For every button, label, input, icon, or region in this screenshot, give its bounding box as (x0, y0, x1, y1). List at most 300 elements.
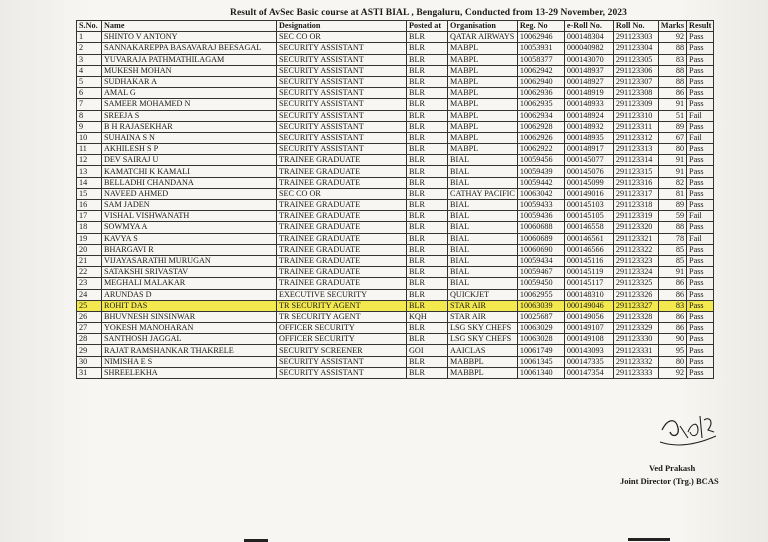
cell-roll-no: 291123332 (613, 356, 658, 367)
cell-posted-at: BLR (407, 233, 448, 244)
cell-sno: 15 (77, 188, 102, 199)
cell-designation: TR SECURITY AGENT (277, 311, 407, 322)
cell-reg-no: 10053931 (517, 43, 564, 54)
cell-marks: 80 (658, 356, 686, 367)
cell-posted-at: BLR (407, 356, 448, 367)
header-sno: S.No. (77, 21, 102, 32)
table-row (77, 88, 714, 99)
table-row (77, 345, 714, 356)
header-organisation: Organisation (448, 21, 518, 32)
table-row (77, 289, 714, 300)
cell-sno: 23 (77, 278, 102, 289)
cell-eroll-no: 000145103 (564, 200, 613, 211)
cell-roll-no: 291123307 (613, 76, 658, 87)
table-row (77, 99, 714, 110)
results-table-body (77, 32, 714, 379)
cell-sno: 11 (77, 144, 102, 155)
cell-organisation: MABPL (448, 132, 518, 143)
cell-sno: 17 (77, 211, 102, 222)
cell-sno: 3 (77, 54, 102, 65)
cell-roll-no: 291123316 (613, 177, 658, 188)
cell-designation: TRAINEE GRADUATE (277, 278, 407, 289)
cell-result: Pass (687, 345, 714, 356)
cell-reg-no: 10059467 (517, 267, 564, 278)
cell-eroll-no: 000147335 (564, 356, 613, 367)
table-header-row (77, 21, 714, 32)
table-row (77, 255, 714, 266)
cell-roll-no: 291123308 (613, 88, 658, 99)
cell-result: Fail (687, 132, 714, 143)
cell-designation: SEC CO OR (277, 188, 407, 199)
cell-designation: OFFICER SECURITY (277, 334, 407, 345)
cell-eroll-no: 000149046 (564, 300, 613, 311)
cell-posted-at: BLR (407, 211, 448, 222)
cell-posted-at: BLR (407, 54, 448, 65)
cell-organisation: BIAL (448, 222, 518, 233)
cell-marks: 89 (658, 121, 686, 132)
cell-designation: TRAINEE GRADUATE (277, 200, 407, 211)
cell-name: AMAL G (102, 88, 277, 99)
cell-designation: TRAINEE GRADUATE (277, 166, 407, 177)
cell-result: Pass (687, 323, 714, 334)
cell-result: Pass (687, 367, 714, 378)
cell-designation: TRAINEE GRADUATE (277, 177, 407, 188)
cell-name: RAJAT RAMSHANKAR THAKRELE (102, 345, 277, 356)
header-eroll-no: e-Roll No. (564, 21, 613, 32)
cell-designation: SECURITY SCREENER (277, 345, 407, 356)
table-row (77, 323, 714, 334)
cell-result: Pass (687, 255, 714, 266)
cell-marks: 86 (658, 311, 686, 322)
cell-sno: 12 (77, 155, 102, 166)
cell-result: Pass (687, 222, 714, 233)
cell-organisation: QUICKJET (448, 289, 518, 300)
cell-organisation: MABPL (448, 99, 518, 110)
cell-posted-at: BLR (407, 155, 448, 166)
cell-result: Pass (687, 32, 714, 43)
cell-name: SUHAINA S N (102, 132, 277, 143)
cell-sno: 26 (77, 311, 102, 322)
cell-result: Pass (687, 144, 714, 155)
cell-result: Pass (687, 65, 714, 76)
cell-posted-at: BLR (407, 200, 448, 211)
cell-posted-at: BLR (407, 76, 448, 87)
cell-roll-no: 291123328 (613, 311, 658, 322)
cell-roll-no: 291123318 (613, 200, 658, 211)
cell-result: Pass (687, 88, 714, 99)
cell-roll-no: 291123326 (613, 289, 658, 300)
cell-result: Pass (687, 76, 714, 87)
cell-name: SOWMYA A (102, 222, 277, 233)
cell-marks: 78 (658, 233, 686, 244)
cell-sno: 1 (77, 32, 102, 43)
cell-organisation: CATHAY PACIFIC (448, 188, 518, 199)
table-row (77, 211, 714, 222)
cell-organisation: MABPL (448, 65, 518, 76)
cell-marks: 86 (658, 289, 686, 300)
cell-roll-no: 291123320 (613, 222, 658, 233)
cell-name: ARUNDAS D (102, 289, 277, 300)
cell-organisation: STAR AIR (448, 300, 518, 311)
cell-name: DEV SAIRAJ U (102, 155, 277, 166)
cell-reg-no: 10063042 (517, 188, 564, 199)
cell-result: Pass (687, 177, 714, 188)
cell-reg-no: 10063039 (517, 300, 564, 311)
cell-marks: 91 (658, 99, 686, 110)
cell-marks: 90 (658, 334, 686, 345)
table-row (77, 54, 714, 65)
cell-reg-no: 10059442 (517, 177, 564, 188)
table-row (77, 155, 714, 166)
cell-reg-no: 10062955 (517, 289, 564, 300)
header-name: Name (102, 21, 277, 32)
cell-reg-no: 10062934 (517, 110, 564, 121)
cell-sno: 9 (77, 121, 102, 132)
cell-sno: 31 (77, 367, 102, 378)
header-reg-no: Reg. No (517, 21, 564, 32)
cell-eroll-no: 000145116 (564, 255, 613, 266)
cell-result: Fail (687, 233, 714, 244)
cell-designation: SECURITY ASSISTANT (277, 65, 407, 76)
cell-posted-at: BLR (407, 65, 448, 76)
cell-marks: 81 (658, 188, 686, 199)
cell-name: BELLADHI CHANDANA (102, 177, 277, 188)
cell-name: MEGHALI MALAKAR (102, 278, 277, 289)
cell-posted-at: BLR (407, 144, 448, 155)
cell-sno: 30 (77, 356, 102, 367)
cell-reg-no: 10061340 (517, 367, 564, 378)
cell-designation: OFFICER SECURITY (277, 323, 407, 334)
cell-name: BHARGAVI R (102, 244, 277, 255)
cell-organisation: BIAL (448, 177, 518, 188)
cell-roll-no: 291123304 (613, 43, 658, 54)
cell-organisation: MABPL (448, 54, 518, 65)
cell-roll-no: 291123319 (613, 211, 658, 222)
cell-posted-at: BLR (407, 88, 448, 99)
table-row (77, 144, 714, 155)
cell-organisation: BIAL (448, 244, 518, 255)
cell-eroll-no: 000148927 (564, 76, 613, 87)
cell-reg-no: 10062940 (517, 76, 564, 87)
cell-reg-no: 10063028 (517, 334, 564, 345)
cell-designation: SECURITY ASSISTANT (277, 43, 407, 54)
cell-sno: 28 (77, 334, 102, 345)
cell-marks: 91 (658, 267, 686, 278)
cell-sno: 20 (77, 244, 102, 255)
cell-posted-at: BLR (407, 222, 448, 233)
cell-designation: TR SECURITY AGENT (277, 300, 407, 311)
cell-marks: 83 (658, 300, 686, 311)
cell-eroll-no: 000148932 (564, 121, 613, 132)
cell-reg-no: 10061345 (517, 356, 564, 367)
signatory-name: Ved Prakash (649, 463, 696, 473)
cell-result: Pass (687, 43, 714, 54)
cell-designation: SEC CO OR (277, 32, 407, 43)
cell-marks: 67 (658, 132, 686, 143)
cell-marks: 88 (658, 76, 686, 87)
signatory-title: Joint Director (Trg.) BCAS (620, 476, 719, 486)
cell-sno: 6 (77, 88, 102, 99)
cell-organisation: BIAL (448, 267, 518, 278)
cell-marks: 85 (658, 255, 686, 266)
cell-eroll-no: 000146566 (564, 244, 613, 255)
cell-sno: 14 (77, 177, 102, 188)
cell-reg-no: 10062942 (517, 65, 564, 76)
cell-posted-at: BLR (407, 32, 448, 43)
table-row (77, 244, 714, 255)
cell-marks: 91 (658, 155, 686, 166)
cell-name: SANNAKAREPPA BASAVARAJ BEESAGAL (102, 43, 277, 54)
cell-reg-no: 10059450 (517, 278, 564, 289)
cell-name: B H RAJASEKHAR (102, 121, 277, 132)
cell-eroll-no: 000146558 (564, 222, 613, 233)
cell-marks: 86 (658, 88, 686, 99)
cell-organisation: MABPL (448, 43, 518, 54)
table-row (77, 43, 714, 54)
cell-roll-no: 291123317 (613, 188, 658, 199)
cell-eroll-no: 000149107 (564, 323, 613, 334)
cell-roll-no: 291123314 (613, 155, 658, 166)
table-row (77, 76, 714, 87)
cell-reg-no: 10060688 (517, 222, 564, 233)
cell-eroll-no: 000040982 (564, 43, 613, 54)
cell-organisation: STAR AIR (448, 311, 518, 322)
cell-reg-no: 10062935 (517, 99, 564, 110)
cell-designation: TRAINEE GRADUATE (277, 267, 407, 278)
cell-name: VISHAL VISHWANATH (102, 211, 277, 222)
cell-eroll-no: 000148304 (564, 32, 613, 43)
cell-result: Pass (687, 267, 714, 278)
cell-posted-at: BLR (407, 244, 448, 255)
cell-designation: SECURITY ASSISTANT (277, 367, 407, 378)
cell-posted-at: BLR (407, 267, 448, 278)
cell-reg-no: 10059436 (517, 211, 564, 222)
table-row (77, 200, 714, 211)
cell-marks: 88 (658, 65, 686, 76)
cell-name: YUVARAJA PATHMATHILAGAM (102, 54, 277, 65)
cell-sno: 25 (77, 300, 102, 311)
cell-reg-no: 10062922 (517, 144, 564, 155)
cell-organisation: BIAL (448, 233, 518, 244)
cell-roll-no: 291123331 (613, 345, 658, 356)
cell-result: Pass (687, 121, 714, 132)
cell-eroll-no: 000143093 (564, 345, 613, 356)
cell-result: Pass (687, 155, 714, 166)
table-row (77, 334, 714, 345)
cell-marks: 82 (658, 177, 686, 188)
cell-marks: 86 (658, 323, 686, 334)
cell-roll-no: 291123312 (613, 132, 658, 143)
cell-name: SUDHAKAR A (102, 76, 277, 87)
cell-eroll-no: 000148924 (564, 110, 613, 121)
cell-designation: SECURITY ASSISTANT (277, 144, 407, 155)
cell-organisation: MABBPL (448, 367, 518, 378)
cell-sno: 4 (77, 65, 102, 76)
cell-name: SREEJA S (102, 110, 277, 121)
table-row (77, 222, 714, 233)
cell-roll-no: 291123324 (613, 267, 658, 278)
cell-roll-no: 291123315 (613, 166, 658, 177)
cell-reg-no: 10062926 (517, 132, 564, 143)
cell-posted-at: GOI (407, 345, 448, 356)
cell-organisation: BIAL (448, 278, 518, 289)
cell-sno: 29 (77, 345, 102, 356)
cell-organisation: BIAL (448, 200, 518, 211)
cell-marks: 88 (658, 43, 686, 54)
cell-marks: 85 (658, 244, 686, 255)
cell-roll-no: 291123325 (613, 278, 658, 289)
cell-roll-no: 291123333 (613, 367, 658, 378)
header-posted-at: Posted at (407, 21, 448, 32)
cell-eroll-no: 000143070 (564, 54, 613, 65)
cell-name: SAM JADEN (102, 200, 277, 211)
signature-scribble (658, 408, 718, 448)
cell-designation: SECURITY ASSISTANT (277, 99, 407, 110)
cell-reg-no: 10059456 (517, 155, 564, 166)
cell-sno: 10 (77, 132, 102, 143)
cell-sno: 7 (77, 99, 102, 110)
cell-organisation: BIAL (448, 166, 518, 177)
cell-reg-no: 10058377 (517, 54, 564, 65)
header-result: Result (687, 21, 714, 32)
cell-posted-at: BLR (407, 300, 448, 311)
cell-roll-no: 291123321 (613, 233, 658, 244)
cell-reg-no: 10062946 (517, 32, 564, 43)
cell-marks: 88 (658, 222, 686, 233)
cell-name: MUKESH MOHAN (102, 65, 277, 76)
cell-organisation: MABPL (448, 110, 518, 121)
cell-organisation: MABBPL (448, 356, 518, 367)
cell-reg-no: 10059439 (517, 166, 564, 177)
cell-marks: 80 (658, 144, 686, 155)
cell-marks: 92 (658, 32, 686, 43)
cell-sno: 27 (77, 323, 102, 334)
cell-result: Pass (687, 289, 714, 300)
cell-roll-no: 291123311 (613, 121, 658, 132)
cell-name: SHINTO V ANTONY (102, 32, 277, 43)
cell-marks: 92 (658, 367, 686, 378)
cell-eroll-no: 000145076 (564, 166, 613, 177)
cell-eroll-no: 000148937 (564, 65, 613, 76)
cell-roll-no: 291123310 (613, 110, 658, 121)
cell-marks: 59 (658, 211, 686, 222)
table-row (77, 132, 714, 143)
cell-posted-at: BLR (407, 255, 448, 266)
scan-mark (628, 538, 670, 541)
cell-sno: 16 (77, 200, 102, 211)
cell-organisation: MABPL (448, 76, 518, 87)
cell-posted-at: BLR (407, 166, 448, 177)
table-row (77, 356, 714, 367)
cell-eroll-no: 000149056 (564, 311, 613, 322)
cell-reg-no: 10059433 (517, 200, 564, 211)
table-row (77, 267, 714, 278)
cell-result: Pass (687, 356, 714, 367)
cell-organisation: LSG SKY CHEFS (448, 334, 518, 345)
cell-organisation: BIAL (448, 255, 518, 266)
cell-name: YOKESH MANOHARAN (102, 323, 277, 334)
cell-marks: 83 (658, 54, 686, 65)
cell-result: Pass (687, 244, 714, 255)
table-row (77, 166, 714, 177)
results-table (76, 20, 714, 379)
table-row (77, 110, 714, 121)
cell-posted-at: BLR (407, 110, 448, 121)
cell-eroll-no: 000149108 (564, 334, 613, 345)
cell-reg-no: 10025687 (517, 311, 564, 322)
cell-sno: 8 (77, 110, 102, 121)
table-row (77, 32, 714, 43)
cell-organisation: MABPL (448, 88, 518, 99)
cell-roll-no: 291123303 (613, 32, 658, 43)
cell-name: SAMEER MOHAMED N (102, 99, 277, 110)
cell-posted-at: KQH (407, 311, 448, 322)
cell-eroll-no: 000145099 (564, 177, 613, 188)
cell-posted-at: BLR (407, 278, 448, 289)
cell-result: Pass (687, 334, 714, 345)
cell-designation: TRAINEE GRADUATE (277, 211, 407, 222)
cell-organisation: MABPL (448, 144, 518, 155)
cell-posted-at: BLR (407, 132, 448, 143)
cell-marks: 95 (658, 345, 686, 356)
cell-result: Pass (687, 166, 714, 177)
cell-roll-no: 291123306 (613, 65, 658, 76)
cell-designation: SECURITY ASSISTANT (277, 121, 407, 132)
table-row (77, 233, 714, 244)
table-row (77, 311, 714, 322)
cell-sno: 21 (77, 255, 102, 266)
header-roll-no: Roll No. (613, 21, 658, 32)
cell-name: KAMATCHI K KAMALI (102, 166, 277, 177)
table-row (77, 367, 714, 378)
cell-result: Pass (687, 188, 714, 199)
cell-marks: 51 (658, 110, 686, 121)
cell-organisation: MABPL (448, 121, 518, 132)
header-designation: Designation (277, 21, 407, 32)
cell-marks: 86 (658, 278, 686, 289)
cell-eroll-no: 000147354 (564, 367, 613, 378)
table-row (77, 278, 714, 289)
cell-name: ROHIT DAS (102, 300, 277, 311)
cell-eroll-no: 000145077 (564, 155, 613, 166)
cell-designation: EXECUTIVE SECURITY (277, 289, 407, 300)
cell-designation: SECURITY ASSISTANT (277, 110, 407, 121)
document-title: Result of AvSec Basic course at ASTI BIAL , Bengaluru, Conducted from 13-29 November, 2023 (230, 8, 628, 18)
cell-designation: TRAINEE GRADUATE (277, 233, 407, 244)
cell-name: BHUVNESH SINSINWAR (102, 311, 277, 322)
cell-organisation: BIAL (448, 155, 518, 166)
cell-designation: SECURITY ASSISTANT (277, 76, 407, 87)
header-marks: Marks (658, 21, 686, 32)
cell-eroll-no: 000148919 (564, 88, 613, 99)
cell-roll-no: 291123330 (613, 334, 658, 345)
table-row (77, 188, 714, 199)
cell-eroll-no: 000145105 (564, 211, 613, 222)
cell-roll-no: 291123305 (613, 54, 658, 65)
cell-designation: SECURITY ASSISTANT (277, 132, 407, 143)
cell-reg-no: 10062936 (517, 88, 564, 99)
cell-sno: 18 (77, 222, 102, 233)
table-row (77, 121, 714, 132)
cell-eroll-no: 000145117 (564, 278, 613, 289)
cell-organisation: BIAL (448, 211, 518, 222)
cell-name: SATAKSHI SRIVASTAV (102, 267, 277, 278)
cell-eroll-no: 000146561 (564, 233, 613, 244)
cell-sno: 24 (77, 289, 102, 300)
cell-roll-no: 291123309 (613, 99, 658, 110)
cell-eroll-no: 000148917 (564, 144, 613, 155)
cell-organisation: LSG SKY CHEFS (448, 323, 518, 334)
